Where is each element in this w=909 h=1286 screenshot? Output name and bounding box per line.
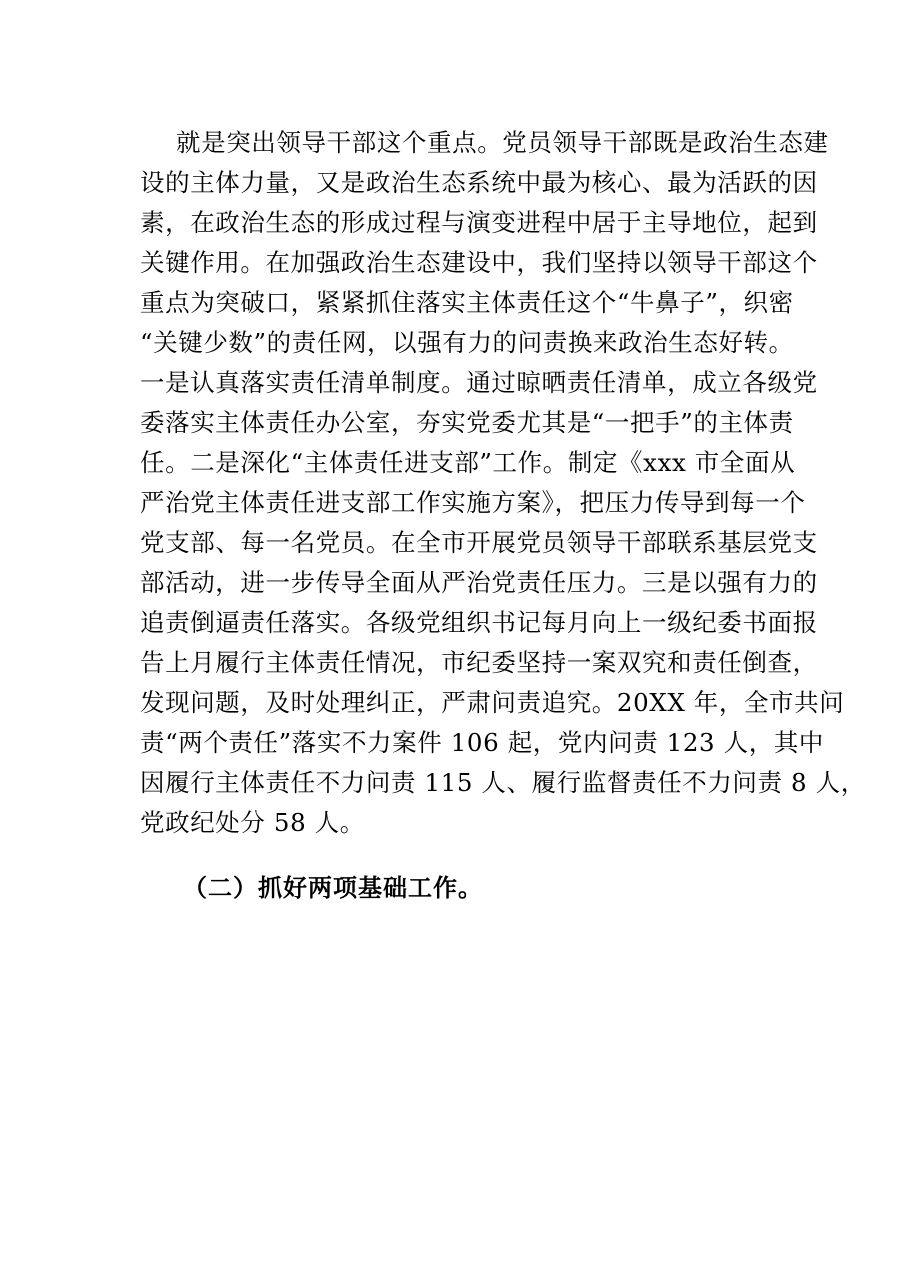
paragraph-line: 委落实主体责任办公室，夯实党委尤其是“一把手”的主体责 <box>140 408 794 437</box>
paragraph-line: 因履行主体责任不力问责 115 人、履行监督责任不力问责 8 人， <box>140 768 866 797</box>
paragraph-line: 素，在政治生态的形成过程与演变进程中居于主导地位，起到 <box>140 208 818 237</box>
paragraph-line: 关键作用。在加强政治生态建设中，我们坚持以领导干部这个 <box>140 248 818 277</box>
section-heading: （二）抓好两项基础工作。 <box>183 874 483 902</box>
paragraph-line: 追责倒逼责任落实。各级党组织书记每月向上一级纪委书面报 <box>140 608 818 637</box>
paragraph-line: 告上月履行主体责任情况，市纪委坚持一案双究和责任倒查， <box>140 648 818 677</box>
paragraph-line: 重点为突破口，紧紧抓住落实主体责任这个“牛鼻子”，织密 <box>140 288 794 317</box>
paragraph-line: 发现问题，及时处理纠正，严肃问责追究。20XX 年，全市共问 <box>140 688 845 717</box>
paragraph-line: 任。二是深化“主体责任进支部”工作。制定《xxx 市全面从 <box>140 448 796 477</box>
paragraph-line: 就是突出领导干部这个重点。党员领导干部既是政治生态建 <box>176 128 829 157</box>
paragraph-line: 责“两个责任”落实不力案件 106 起，党内问责 123 人，其中 <box>140 728 825 757</box>
paragraph-line: 部活动，进一步传导全面从严治党责任压力。三是以强有力的 <box>140 568 818 597</box>
paragraph-line: 党支部、每一名党员。在全市开展党员领导干部联系基层党支 <box>140 528 818 557</box>
paragraph-line: 设的主体力量，又是政治生态系统中最为核心、最为活跃的因 <box>140 168 818 197</box>
paragraph-line: 严治党主体责任进支部工作实施方案》，把压力传导到每一个 <box>140 488 806 517</box>
paragraph-line: “关键少数”的责任网，以强有力的问责换来政治生态好转。 <box>140 328 794 357</box>
paragraph-line: 一是认真落实责任清单制度。通过晾晒责任清单，成立各级党 <box>140 368 818 397</box>
paragraph-line: 党政纪处分 58 人。 <box>140 808 365 837</box>
